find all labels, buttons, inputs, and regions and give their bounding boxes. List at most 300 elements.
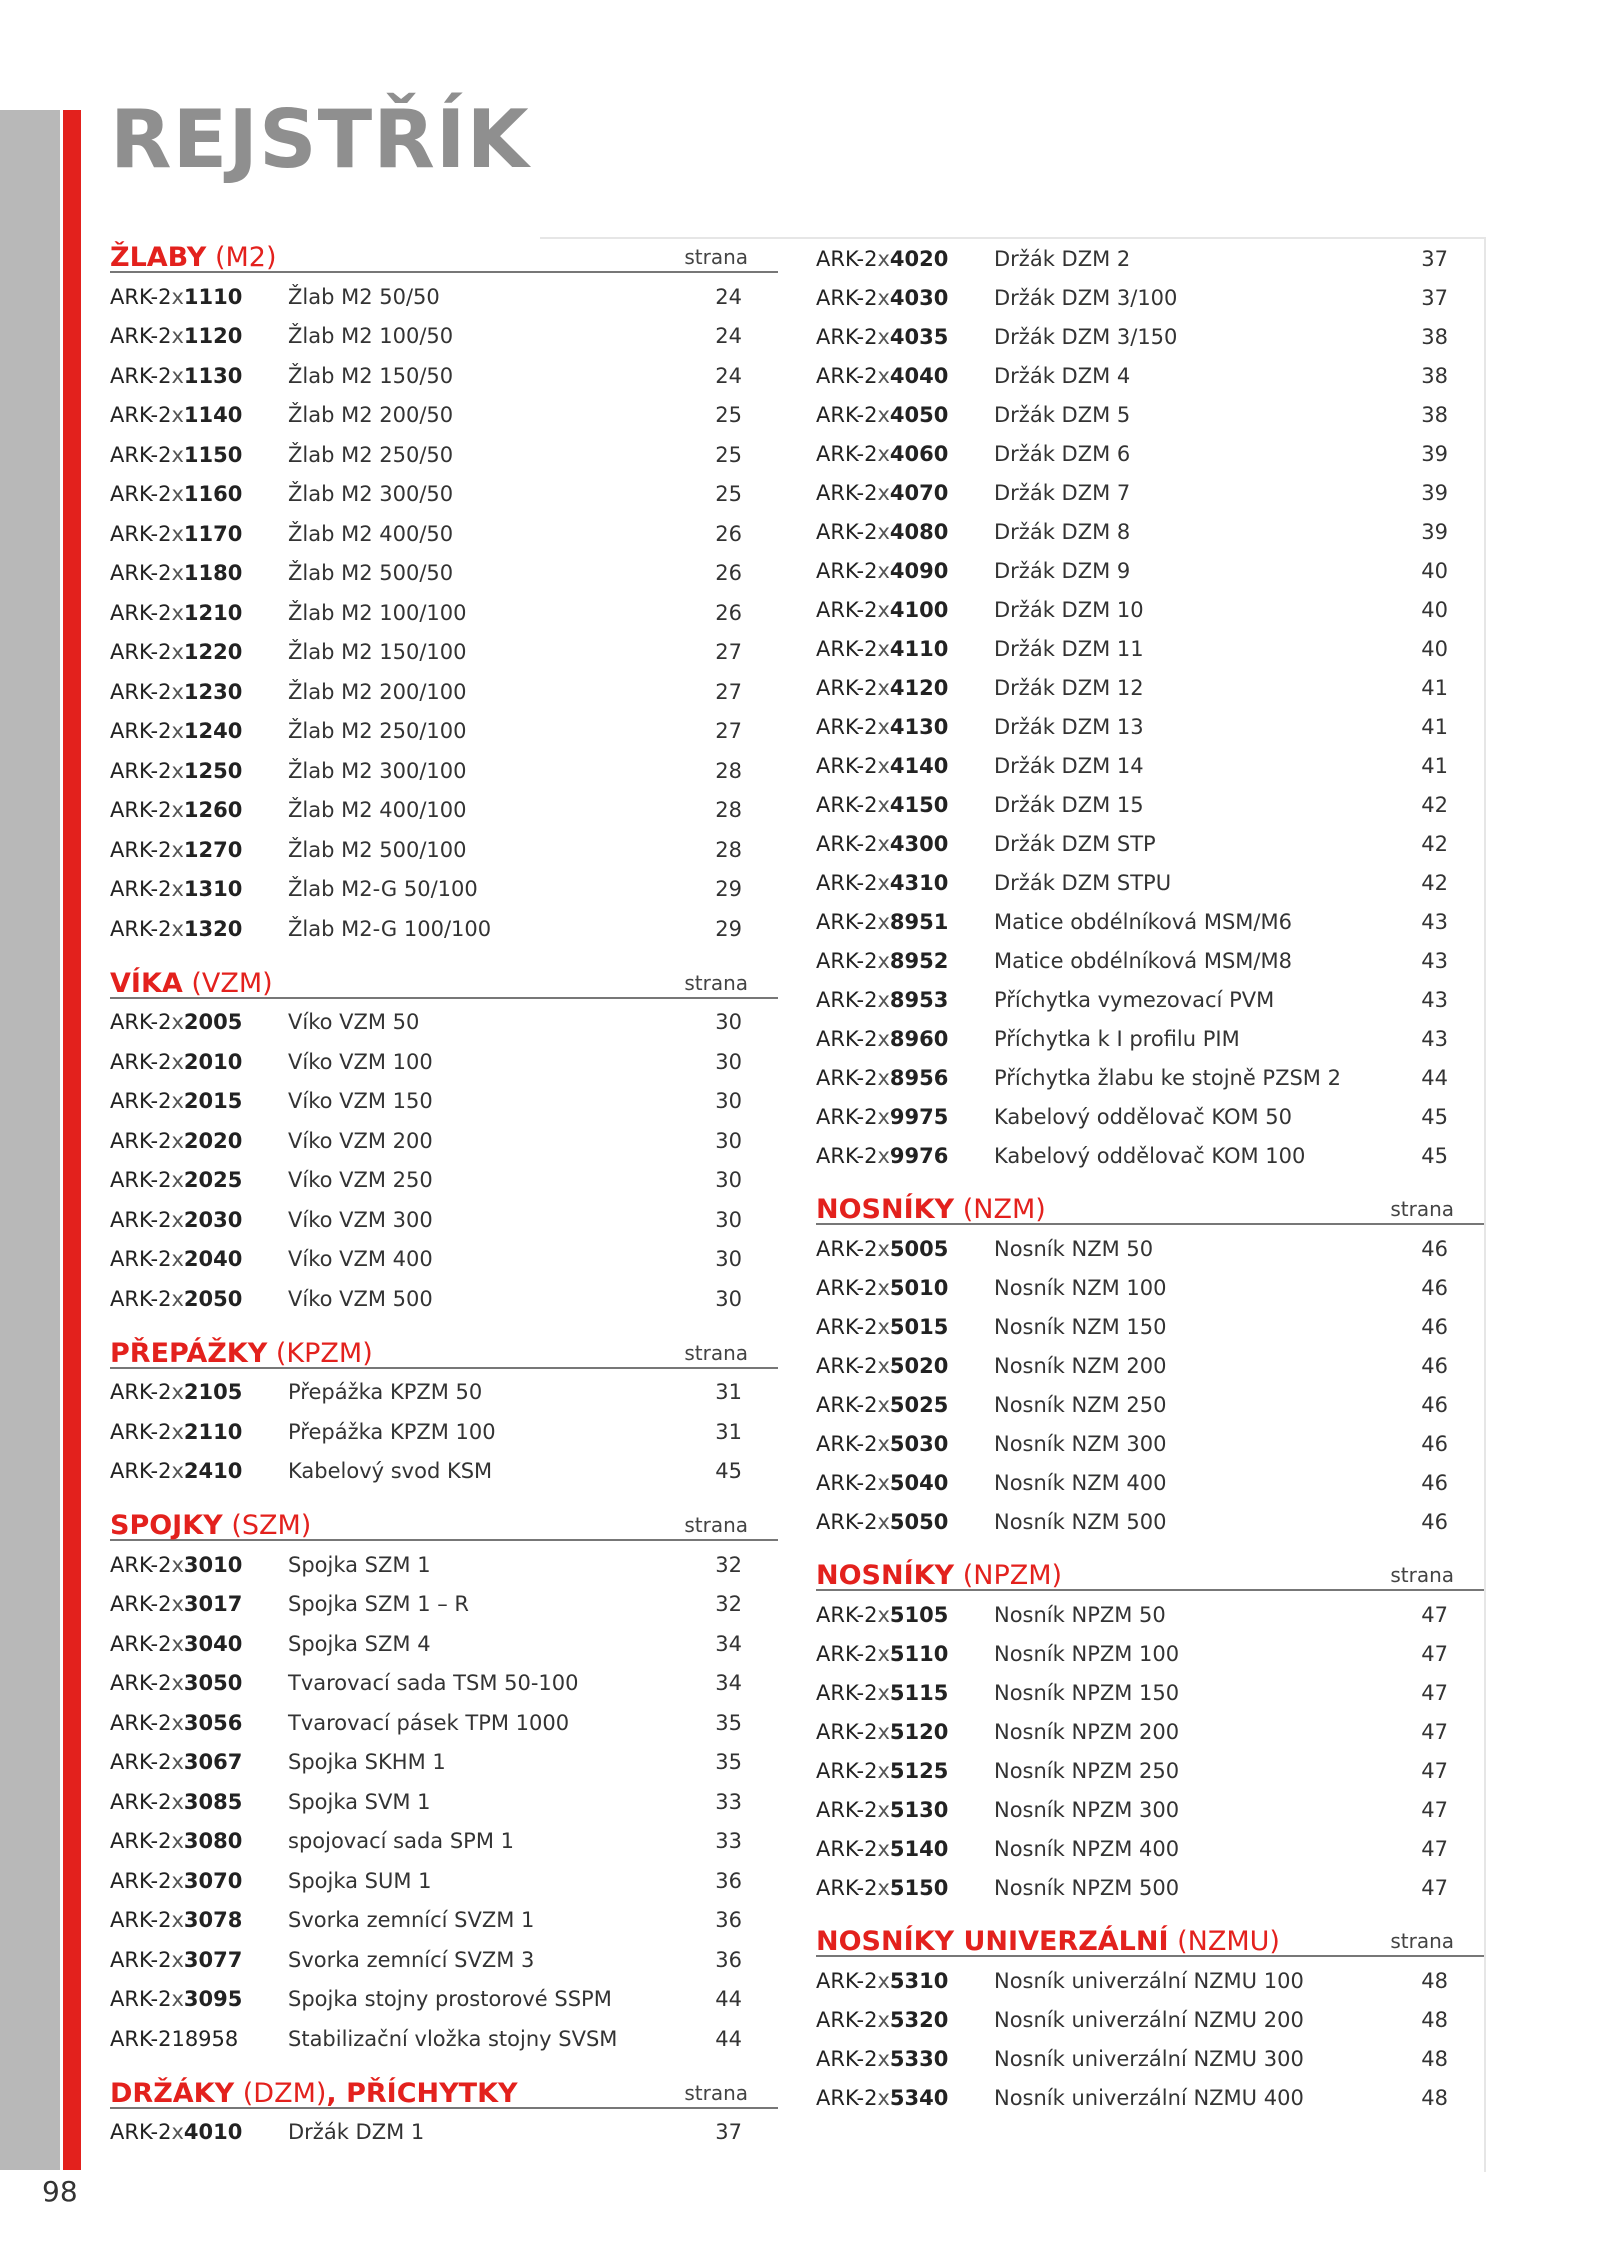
- product-code: [816, 1066, 994, 1090]
- code-prefix: ARK-2: [110, 640, 172, 665]
- code-prefix: ARK-2: [816, 831, 878, 856]
- code-prefix: ARK-2: [816, 1470, 878, 1495]
- product-code: [816, 559, 994, 583]
- code-prefix: ARK-2: [816, 2085, 878, 2110]
- section-title: [110, 1512, 311, 1539]
- code-variant-mark: x: [171, 1789, 184, 1814]
- product-code: [110, 324, 288, 348]
- code-prefix: ARK-2: [110, 719, 172, 744]
- code-variant-mark: x: [171, 1710, 184, 1735]
- code-number: 4300: [889, 831, 949, 856]
- product-name: spojovací sada SPM 1: [288, 1829, 514, 1854]
- strana-label: strana: [1390, 1929, 1454, 1953]
- product-code: [110, 1208, 288, 1232]
- code-prefix: ARK-2: [816, 948, 878, 973]
- product-name: Držák DZM 1: [288, 2120, 425, 2145]
- page-ref: 24: [715, 324, 742, 349]
- product-code: [110, 1632, 288, 1656]
- product-code: [816, 1720, 994, 1744]
- code-number: 4120: [889, 675, 949, 700]
- product-name: Přepážka KPZM 50: [288, 1380, 483, 1405]
- product-name: Žlab M2 300/50: [288, 482, 454, 507]
- product-name: Nosník NZM 100: [994, 1275, 1167, 1300]
- code-variant-mark: x: [877, 1392, 890, 1417]
- page-ref: 46: [1421, 1509, 1448, 1534]
- index-row: [816, 551, 1484, 590]
- product-code: [110, 443, 288, 467]
- page-ref: 47: [1421, 1758, 1448, 1783]
- section-title-code: (SZM): [231, 1510, 312, 1541]
- section-title: [816, 1196, 1046, 1223]
- code-prefix: ARK-2: [110, 1750, 172, 1775]
- page-ref: 30: [715, 1089, 742, 1114]
- product-code: [816, 2008, 994, 2032]
- code-variant-mark: x: [877, 909, 890, 934]
- product-code: [816, 2086, 994, 2110]
- code-number: 2015: [183, 1089, 243, 1114]
- code-number: 5005: [889, 1236, 949, 1261]
- product-name: Žlab M2 500/50: [288, 561, 454, 586]
- code-number: 4100: [889, 597, 949, 622]
- product-name: Držák DZM 4: [994, 363, 1131, 388]
- product-code: [110, 2027, 288, 2051]
- code-variant-mark: x: [171, 1286, 184, 1311]
- code-number: 5340: [889, 2085, 949, 2110]
- product-code: [110, 1869, 288, 1893]
- product-code: [816, 1105, 994, 1129]
- index-row: [110, 1940, 778, 1980]
- page-ref: 43: [1421, 909, 1448, 934]
- product-name: Matice obdélníková MSM/M8: [994, 948, 1292, 973]
- product-code: [816, 754, 994, 778]
- product-code: [110, 561, 288, 585]
- index-row: [110, 1452, 778, 1492]
- index-row: [816, 824, 1484, 863]
- code-number: 8953: [889, 987, 949, 1012]
- code-variant-mark: x: [171, 561, 184, 586]
- page-ref: 42: [1421, 870, 1448, 895]
- index-row: [110, 1980, 778, 2020]
- page-ref: 43: [1421, 1026, 1448, 1051]
- section-title-main: NOSNÍKY UNIVERZÁLNÍ: [816, 1926, 1169, 1957]
- code-number: 1150: [183, 442, 243, 467]
- page-ref: 25: [715, 403, 742, 428]
- section-header: [110, 963, 778, 999]
- code-prefix: ARK-2: [110, 1671, 172, 1696]
- index-row: [816, 1634, 1484, 1673]
- page-ref: 30: [715, 1207, 742, 1232]
- code-prefix: ARK-2: [110, 363, 172, 388]
- code-variant-mark: x: [171, 324, 184, 349]
- page-ref: 33: [715, 1789, 742, 1814]
- index-row: [110, 1121, 778, 1161]
- product-name: Žlab M2 100/50: [288, 324, 454, 349]
- page-ref: 45: [715, 1459, 742, 1484]
- product-name: Žlab M2 400/50: [288, 521, 454, 546]
- code-prefix: ARK-2: [110, 1089, 172, 1114]
- index-section: [110, 2073, 778, 2153]
- product-code: [816, 1027, 994, 1051]
- index-row: [816, 1346, 1484, 1385]
- code-number: 5310: [889, 1968, 949, 1993]
- index-row: [110, 1624, 778, 1664]
- product-name: Nosník NPZM 200: [994, 1719, 1180, 1744]
- code-variant-mark: x: [171, 1868, 184, 1893]
- code-variant-mark: x: [171, 916, 184, 941]
- product-code: [816, 1393, 994, 1417]
- strana-label: strana: [684, 1340, 748, 1365]
- code-variant-mark: x: [171, 1419, 184, 1444]
- product-name: Příchytka vymezovací PVM: [994, 987, 1275, 1012]
- code-prefix: ARK-2: [816, 324, 878, 349]
- index-row: [110, 909, 778, 949]
- strana-label: strana: [684, 1513, 748, 1537]
- code-number: 4030: [889, 285, 949, 310]
- product-code: [816, 1798, 994, 1822]
- code-variant-mark: x: [171, 442, 184, 467]
- product-name: Nosník NPZM 150: [994, 1680, 1180, 1705]
- code-prefix: ARK-2: [110, 1419, 172, 1444]
- code-prefix: ARK-2: [110, 403, 172, 428]
- product-name: Držák DZM 3/100: [994, 285, 1178, 310]
- section-header: [110, 237, 778, 273]
- code-number: 4060: [889, 441, 949, 466]
- product-name: Nosník univerzální NZMU 200: [994, 2007, 1304, 2032]
- code-number: 2030: [183, 1207, 243, 1232]
- page-ref: 38: [1421, 363, 1448, 388]
- product-code: [816, 1969, 994, 1993]
- index-row: [816, 1961, 1484, 2000]
- section-title-code: (DZM): [242, 2077, 327, 2109]
- index-row: [816, 980, 1484, 1019]
- product-name: Nosník NPZM 400: [994, 1836, 1180, 1861]
- section-title: [110, 2077, 518, 2109]
- index-row: [110, 1279, 778, 1319]
- product-code: [110, 1168, 288, 1192]
- code-variant-mark: x: [877, 870, 890, 895]
- page-ref: 28: [715, 798, 742, 823]
- code-variant-mark: x: [171, 363, 184, 388]
- page-ref: 30: [715, 1168, 742, 1193]
- product-name: Držák DZM STP: [994, 831, 1156, 856]
- section-title-code: (NZMU): [1177, 1926, 1280, 1957]
- product-name: Žlab M2 200/50: [288, 403, 454, 428]
- section-title-main: SPOJKY: [110, 1510, 223, 1541]
- page-ref: 44: [715, 1987, 742, 2012]
- page-ref: 28: [715, 837, 742, 862]
- code-variant-mark: x: [877, 402, 890, 427]
- code-prefix: ARK-2: [110, 1459, 172, 1484]
- section-title: [110, 967, 273, 999]
- product-code: [816, 715, 994, 739]
- product-name: Nosník NZM 150: [994, 1314, 1167, 1339]
- page-ref: 28: [715, 758, 742, 783]
- page-ref: 31: [715, 1380, 742, 1405]
- product-code: [110, 719, 288, 743]
- code-variant-mark: x: [877, 675, 890, 700]
- code-number: 4310: [889, 870, 949, 895]
- strana-label: strana: [684, 245, 748, 269]
- code-number: 5150: [889, 1875, 949, 1900]
- section-header: [110, 1505, 778, 1541]
- holders-continuation: [816, 237, 1484, 1175]
- index-row: [110, 435, 778, 475]
- code-number: 8951: [889, 909, 949, 934]
- code-variant-mark: x: [171, 1592, 184, 1617]
- code-prefix: ARK-2: [816, 441, 878, 466]
- index-row: [816, 1097, 1484, 1136]
- index-row: [816, 1385, 1484, 1424]
- code-number: 1140: [183, 403, 243, 428]
- page-ref: 45: [1421, 1143, 1448, 1168]
- code-prefix: ARK-2: [816, 1431, 878, 1456]
- code-prefix: ARK-2: [816, 1968, 878, 1993]
- index-row: [816, 863, 1484, 902]
- product-code: [110, 522, 288, 546]
- product-code: [816, 325, 994, 349]
- index-section: [110, 1333, 778, 1492]
- index-row: [816, 1424, 1484, 1463]
- code-number: 3085: [183, 1789, 243, 1814]
- index-row: [110, 514, 778, 554]
- page-ref: 30: [715, 1010, 742, 1035]
- product-name: Žlab M2 50/50: [288, 284, 440, 309]
- code-variant-mark: x: [171, 1631, 184, 1656]
- code-variant-mark: x: [877, 1797, 890, 1822]
- product-code: [110, 1829, 288, 1853]
- index-row: [816, 2078, 1484, 2117]
- code-variant-mark: x: [171, 719, 184, 744]
- index-row: [110, 1664, 778, 1704]
- page-ref: 44: [1421, 1065, 1448, 1090]
- code-number: 2025: [183, 1168, 243, 1193]
- code-number: 2410: [183, 1459, 243, 1484]
- product-name: Spojka stojny prostorové SSPM: [288, 1987, 612, 2012]
- index-row: [816, 1307, 1484, 1346]
- code-prefix: ARK-2: [816, 402, 878, 427]
- code-prefix: ARK-2: [816, 1065, 878, 1090]
- index-section: [110, 237, 778, 949]
- code-prefix: ARK-2: [110, 877, 172, 902]
- code-variant-mark: x: [877, 480, 890, 505]
- product-name: Tvarovací sada TSM 50-100: [288, 1671, 579, 1696]
- page-ref: 45: [1421, 1104, 1448, 1129]
- product-code: [816, 910, 994, 934]
- code-variant-mark: x: [171, 1459, 184, 1484]
- code-number: 5110: [889, 1641, 949, 1666]
- index-section: [110, 1505, 778, 2059]
- code-number: 8952: [889, 948, 949, 973]
- section-title-code: (NZM): [962, 1194, 1046, 1225]
- product-name: Žlab M2 150/50: [288, 363, 454, 388]
- code-prefix: ARK-2: [816, 675, 878, 700]
- product-name: Nosník NZM 250: [994, 1392, 1167, 1417]
- index-row: [816, 434, 1484, 473]
- index-row: [110, 1042, 778, 1082]
- code-variant-mark: x: [171, 600, 184, 625]
- code-variant-mark: x: [877, 1431, 890, 1456]
- code-variant-mark: x: [877, 1143, 890, 1168]
- index-row: [110, 633, 778, 673]
- page-ref: 48: [1421, 2046, 1448, 2071]
- left-column: [110, 237, 778, 2166]
- product-code: [816, 442, 994, 466]
- product-code: [110, 1129, 288, 1153]
- strana-label: strana: [1390, 1563, 1454, 1587]
- code-prefix: ARK-2: [816, 1797, 878, 1822]
- code-variant-mark: x: [171, 1049, 184, 1074]
- code-number: 9975: [889, 1104, 949, 1129]
- product-code: [816, 1276, 994, 1300]
- page-ref: 40: [1421, 636, 1448, 661]
- index-section: [110, 963, 778, 1319]
- product-name: Nosník univerzální NZMU 100: [994, 1968, 1304, 1993]
- code-prefix: ARK-2: [816, 1836, 878, 1861]
- index-row: [110, 1822, 778, 1862]
- code-number: 5030: [889, 1431, 949, 1456]
- code-variant-mark: x: [877, 1836, 890, 1861]
- product-name: Nosník univerzální NZMU 400: [994, 2085, 1304, 2110]
- page-ref: 32: [715, 1592, 742, 1617]
- strana-label: strana: [684, 970, 748, 995]
- product-name: Víko VZM 150: [288, 1089, 433, 1114]
- page-ref: 35: [715, 1750, 742, 1775]
- index-row: [110, 2019, 778, 2059]
- code-number: 1240: [183, 719, 243, 744]
- code-number: 5125: [889, 1758, 949, 1783]
- page-number: 98: [42, 2175, 78, 2208]
- code-variant-mark: x: [877, 1275, 890, 1300]
- product-code: [110, 680, 288, 704]
- code-prefix: ARK-2: [110, 600, 172, 625]
- index-row: [110, 1003, 778, 1043]
- page-ref: 47: [1421, 1641, 1448, 1666]
- page-ref: 47: [1421, 1836, 1448, 1861]
- code-variant-mark: x: [877, 1968, 890, 1993]
- product-name: Víko VZM 200: [288, 1128, 433, 1153]
- code-number: 4020: [889, 246, 949, 271]
- code-prefix: ARK-2: [110, 1168, 172, 1193]
- code-prefix: ARK-2: [816, 246, 878, 271]
- code-number: 4130: [889, 714, 949, 739]
- left-sections: [110, 237, 778, 2152]
- code-variant-mark: x: [171, 1671, 184, 1696]
- index-row: [110, 1082, 778, 1122]
- product-code: [816, 871, 994, 895]
- index-row: [816, 1790, 1484, 1829]
- page-ref: 46: [1421, 1314, 1448, 1339]
- code-prefix: ARK-2: [816, 1719, 878, 1744]
- product-name: Držák DZM 6: [994, 441, 1131, 466]
- code-prefix: ARK-2: [816, 870, 878, 895]
- index-row: [816, 941, 1484, 980]
- code-number: 5015: [889, 1314, 949, 1339]
- code-variant-mark: x: [877, 558, 890, 583]
- code-number: 2040: [183, 1247, 243, 1272]
- code-variant-mark: x: [171, 1128, 184, 1153]
- section-header: [816, 1189, 1484, 1225]
- index-row: [110, 1545, 778, 1585]
- index-row: [816, 1463, 1484, 1502]
- product-code: [110, 403, 288, 427]
- page-ref: 36: [715, 1908, 742, 1933]
- strana-label: strana: [684, 2080, 748, 2105]
- code-number: 3017: [183, 1592, 243, 1617]
- page-ref: 44: [715, 2026, 742, 2051]
- section-title-code: (NPZM): [962, 1560, 1063, 1591]
- page-ref: 37: [1421, 285, 1448, 310]
- product-name: Svorka zemnící SVZM 3: [288, 1947, 535, 1972]
- product-code: [816, 286, 994, 310]
- product-code: [816, 403, 994, 427]
- code-variant-mark: x: [877, 2007, 890, 2032]
- code-number: 1270: [183, 837, 243, 862]
- code-number: 5020: [889, 1353, 949, 1378]
- code-number: 1160: [183, 482, 243, 507]
- page-ref: 30: [715, 1049, 742, 1074]
- code-prefix: ARK-2: [816, 1353, 878, 1378]
- code-number: 4110: [889, 636, 949, 661]
- product-code: [816, 364, 994, 388]
- code-number: 1130: [183, 363, 243, 388]
- code-prefix: ARK-2: [110, 1947, 172, 1972]
- page-ref: 27: [715, 719, 742, 744]
- code-prefix: ARK-2: [110, 1789, 172, 1814]
- product-name: Nosník NZM 300: [994, 1431, 1167, 1456]
- code-variant-mark: x: [877, 1758, 890, 1783]
- index-section: [816, 1921, 1484, 2117]
- index-row: [816, 746, 1484, 785]
- product-code: [110, 798, 288, 822]
- code-variant-mark: x: [877, 1236, 890, 1261]
- code-prefix: ARK-2: [110, 758, 172, 783]
- product-code: [110, 1711, 288, 1735]
- code-prefix: ARK-2: [110, 1207, 172, 1232]
- product-name: Držák DZM 13: [994, 714, 1144, 739]
- index-row: [110, 791, 778, 831]
- code-number: 3040: [183, 1631, 243, 1656]
- index-row: [816, 395, 1484, 434]
- index-row: [816, 1595, 1484, 1634]
- product-name: Žlab M2 250/50: [288, 442, 454, 467]
- product-name: Kabelový oddělovač KOM 50: [994, 1104, 1293, 1129]
- page-ref: 27: [715, 679, 742, 704]
- code-number: 4080: [889, 519, 949, 544]
- page-ref: 46: [1421, 1392, 1448, 1417]
- product-name: Víko VZM 50: [288, 1010, 420, 1035]
- product-name: Žlab M2-G 100/100: [288, 916, 492, 941]
- code-prefix: ARK-2: [110, 324, 172, 349]
- code-number: 5140: [889, 1836, 949, 1861]
- code-variant-mark: x: [877, 753, 890, 778]
- code-number: 3050: [183, 1671, 243, 1696]
- product-name: Žlab M2 100/100: [288, 600, 467, 625]
- side-red-bar: [63, 110, 81, 2170]
- product-code: [110, 1987, 288, 2011]
- code-variant-mark: x: [877, 285, 890, 310]
- product-code: [110, 877, 288, 901]
- index-section: [816, 1189, 1484, 1541]
- code-number: 4140: [889, 753, 949, 778]
- code-number: 2010: [183, 1049, 243, 1074]
- page-ref: 46: [1421, 1470, 1448, 1495]
- code-prefix: ARK-2: [816, 480, 878, 505]
- index-row: [110, 751, 778, 791]
- index-row: [816, 2000, 1484, 2039]
- product-name: Nosník NPZM 300: [994, 1797, 1180, 1822]
- product-name: Svorka zemnící SVZM 1: [288, 1908, 535, 1933]
- code-prefix: ARK-2: [816, 2046, 878, 2071]
